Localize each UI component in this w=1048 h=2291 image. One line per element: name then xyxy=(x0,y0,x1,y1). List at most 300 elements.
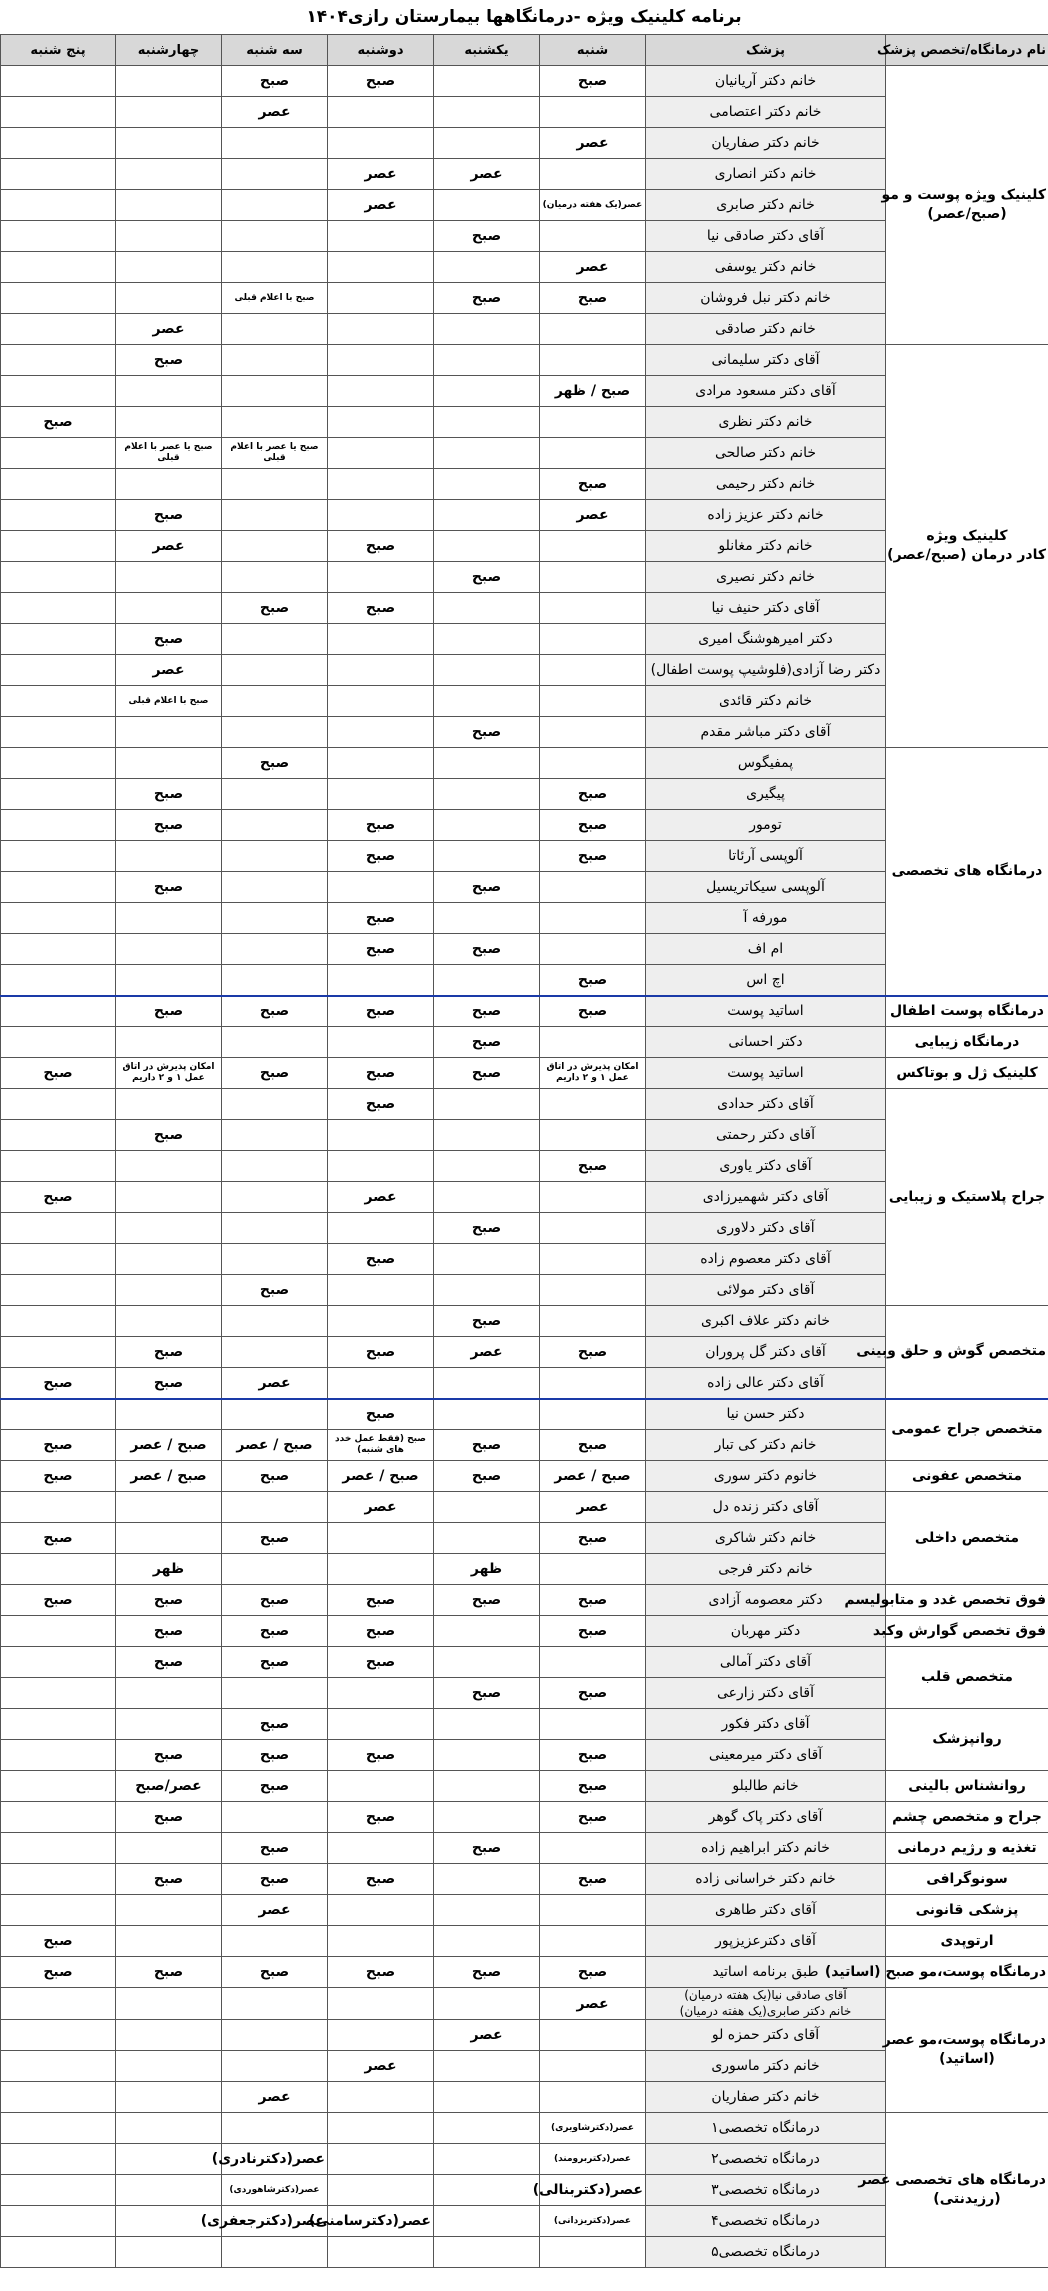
table-row xyxy=(1,748,1048,779)
doctor-name: خانم دکتر عزیز زاده xyxy=(646,500,886,531)
schedule-cell-monday xyxy=(328,1368,434,1399)
schedule-cell-thursday xyxy=(1,1244,116,1275)
doctor-name: درمانگاه تخصصی۵ xyxy=(646,2237,886,2268)
clinic-name: متخصص جراح عمومی xyxy=(886,1399,1048,1461)
table-row xyxy=(1,1461,1048,1492)
schedule-cell-tuesday: صبح xyxy=(222,593,328,624)
schedule-cell-wednesday: صبح xyxy=(116,1368,222,1399)
schedule-cell-sunday xyxy=(434,1802,540,1833)
schedule-cell-wednesday xyxy=(116,221,222,252)
schedule-cell-monday xyxy=(328,748,434,779)
schedule-cell-tuesday xyxy=(222,779,328,810)
clinic-name: متخصص گوش و حلق وبینی xyxy=(886,1306,1048,1399)
doctor-name: خانم دکتر فرجی xyxy=(646,1554,886,1585)
schedule-cell-thursday xyxy=(1,159,116,190)
schedule-cell-tuesday: عصر(دکترجعفری) xyxy=(222,2206,328,2237)
schedule-cell-monday xyxy=(328,1120,434,1151)
schedule-cell-monday xyxy=(328,469,434,500)
schedule-cell-sunday: صبح xyxy=(434,1027,540,1058)
schedule-cell-saturday xyxy=(540,345,646,376)
schedule-cell-sunday xyxy=(434,66,540,97)
schedule-cell-tuesday xyxy=(222,1244,328,1275)
schedule-cell-wednesday xyxy=(116,2020,222,2051)
schedule-cell-monday xyxy=(328,345,434,376)
schedule-cell-sunday xyxy=(434,438,540,469)
schedule-cell-monday xyxy=(328,1213,434,1244)
schedule-cell-tuesday: صبح xyxy=(222,748,328,779)
schedule-cell-thursday: صبح xyxy=(1,1957,116,1988)
schedule-cell-thursday xyxy=(1,841,116,872)
schedule-cell-sunday xyxy=(434,2113,540,2144)
doctor-name: آقای دکتر زارعی xyxy=(646,1678,886,1709)
doctor-name: خانم دکتر قائدی xyxy=(646,686,886,717)
schedule-cell-tuesday xyxy=(222,841,328,872)
doctor-name: آقای دکتر عالی زاده xyxy=(646,1368,886,1399)
schedule-cell-thursday xyxy=(1,593,116,624)
schedule-cell-wednesday xyxy=(116,1399,222,1430)
table-row xyxy=(1,1616,1048,1647)
schedule-cell-tuesday xyxy=(222,717,328,748)
schedule-cell-saturday: صبح xyxy=(540,1151,646,1182)
clinic-name: پزشکی قانونی xyxy=(886,1895,1048,1926)
schedule-cell-sunday xyxy=(434,1771,540,1802)
clinic-name: فوق تخصص گوارش وکبد xyxy=(886,1616,1048,1647)
schedule-cell-thursday xyxy=(1,469,116,500)
schedule-cell-saturday xyxy=(540,1399,646,1430)
schedule-cell-tuesday xyxy=(222,469,328,500)
doctor-name: خانم دکتر خراسانی زاده xyxy=(646,1864,886,1895)
schedule-cell-wednesday: صبح xyxy=(116,345,222,376)
schedule-cell-thursday xyxy=(1,686,116,717)
doctor-name: خانم دکتر شاکری xyxy=(646,1523,886,1554)
schedule-cell-saturday: صبح xyxy=(540,1771,646,1802)
doctor-name: خانم دکتر نظری xyxy=(646,407,886,438)
schedule-cell-sunday xyxy=(434,1895,540,1926)
schedule-cell-monday: صبح xyxy=(328,593,434,624)
doctor-name: آقای دکتر صادقی نیا xyxy=(646,221,886,252)
schedule-cell-tuesday xyxy=(222,190,328,221)
doctor-name: خانم دکتر رحیمی xyxy=(646,469,886,500)
schedule-cell-thursday xyxy=(1,500,116,531)
doctor-name: آقای دکتر معصوم زاده xyxy=(646,1244,886,1275)
doctor-name: آقای دکتر حدادی xyxy=(646,1089,886,1120)
schedule-cell-wednesday: صبح xyxy=(116,1647,222,1678)
schedule-cell-wednesday xyxy=(116,283,222,314)
schedule-cell-sunday xyxy=(434,1151,540,1182)
schedule-cell-thursday xyxy=(1,252,116,283)
schedule-cell-sunday xyxy=(434,1988,540,2020)
schedule-cell-wednesday xyxy=(116,593,222,624)
schedule-cell-sunday: عصر xyxy=(434,2020,540,2051)
schedule-cell-monday: صبح xyxy=(328,1647,434,1678)
schedule-cell-monday xyxy=(328,562,434,593)
schedule-cell-sunday xyxy=(434,686,540,717)
schedule-cell-wednesday: صبح / عصر xyxy=(116,1430,222,1461)
schedule-cell-monday xyxy=(328,1151,434,1182)
doctor-name: آقای دکتر گل پروران xyxy=(646,1337,886,1368)
doctor-name: خانم دکتر صفاریان xyxy=(646,2082,886,2113)
schedule-cell-monday: صبح (فقط عمل خدد های شنبه) xyxy=(328,1430,434,1461)
schedule-cell-saturday: صبح xyxy=(540,1523,646,1554)
table-row xyxy=(1,1895,1048,1926)
schedule-cell-monday xyxy=(328,2175,434,2206)
schedule-cell-sunday: عصر xyxy=(434,1337,540,1368)
schedule-cell-tuesday xyxy=(222,1306,328,1337)
schedule-cell-sunday xyxy=(434,903,540,934)
schedule-cell-wednesday: صبح / عصر xyxy=(116,1461,222,1492)
schedule-cell-saturday: صبح xyxy=(540,1802,646,1833)
schedule-cell-saturday: عصر xyxy=(540,1988,646,2020)
schedule-cell-saturday: صبح xyxy=(540,469,646,500)
schedule-cell-thursday xyxy=(1,221,116,252)
doctor-name: دکتر حسن نیا xyxy=(646,1399,886,1430)
schedule-cell-thursday xyxy=(1,1275,116,1306)
schedule-cell-saturday xyxy=(540,1554,646,1585)
schedule-cell-saturday: صبح xyxy=(540,1430,646,1461)
schedule-cell-tuesday xyxy=(222,252,328,283)
schedule-cell-wednesday xyxy=(116,1182,222,1213)
schedule-cell-sunday: صبح xyxy=(434,283,540,314)
schedule-cell-tuesday xyxy=(222,934,328,965)
doctor-name: درمانگاه تخصصی۱ xyxy=(646,2113,886,2144)
table-row xyxy=(1,1306,1048,1337)
schedule-cell-tuesday: عصر(دکترشاهوردی) xyxy=(222,2175,328,2206)
clinic-name: تغذیه و رژیم درمانی xyxy=(886,1833,1048,1864)
doctor-name: ام اف xyxy=(646,934,886,965)
schedule-cell-saturday: صبح xyxy=(540,1740,646,1771)
doctor-name: آقای دکتر سلیمانی xyxy=(646,345,886,376)
schedule-cell-thursday xyxy=(1,779,116,810)
schedule-cell-wednesday: صبح یا عصر با اعلام قبلی xyxy=(116,438,222,469)
schedule-cell-saturday: صبح xyxy=(540,66,646,97)
header-sunday: یکشنبه xyxy=(434,35,540,66)
schedule-cell-wednesday: صبح xyxy=(116,779,222,810)
schedule-cell-tuesday xyxy=(222,1151,328,1182)
clinic-name: متخصص قلب xyxy=(886,1647,1048,1709)
schedule-cell-sunday xyxy=(434,655,540,686)
schedule-cell-wednesday: صبح xyxy=(116,872,222,903)
schedule-cell-wednesday xyxy=(116,1275,222,1306)
table-row xyxy=(1,1864,1048,1895)
schedule-cell-thursday xyxy=(1,996,116,1027)
schedule-cell-monday xyxy=(328,2082,434,2113)
schedule-cell-wednesday: ظهر xyxy=(116,1554,222,1585)
schedule-cell-saturday: صبح xyxy=(540,1585,646,1616)
schedule-cell-saturday xyxy=(540,686,646,717)
table-row xyxy=(1,1988,1048,2020)
schedule-cell-saturday xyxy=(540,407,646,438)
table-row xyxy=(1,1058,1048,1089)
schedule-cell-wednesday xyxy=(116,128,222,159)
schedule-cell-saturday xyxy=(540,159,646,190)
schedule-cell-sunday: صبح xyxy=(434,1430,540,1461)
schedule-cell-sunday xyxy=(434,841,540,872)
doctor-name: دکتر مهربان xyxy=(646,1616,886,1647)
schedule-cell-monday: صبح xyxy=(328,841,434,872)
schedule-cell-sunday xyxy=(434,1523,540,1554)
schedule-cell-saturday xyxy=(540,1120,646,1151)
schedule-cell-monday xyxy=(328,500,434,531)
schedule-cell-saturday: صبح xyxy=(540,1678,646,1709)
schedule-cell-monday xyxy=(328,407,434,438)
doctor-name: آقای دکتر طاهری xyxy=(646,1895,886,1926)
schedule-cell-tuesday xyxy=(222,1027,328,1058)
schedule-cell-wednesday xyxy=(116,1244,222,1275)
schedule-cell-tuesday: صبح xyxy=(222,1833,328,1864)
schedule-cell-wednesday: صبح xyxy=(116,1864,222,1895)
schedule-cell-sunday xyxy=(434,2175,540,2206)
schedule-cell-thursday xyxy=(1,1151,116,1182)
schedule-cell-thursday xyxy=(1,748,116,779)
clinic-name: درمانگاه های تخصصی عصر (رزیدنتی) xyxy=(886,2113,1048,2268)
schedule-cell-tuesday: صبح xyxy=(222,1616,328,1647)
schedule-cell-wednesday: صبح xyxy=(116,500,222,531)
schedule-cell-saturday xyxy=(540,2051,646,2082)
table-row xyxy=(1,1926,1048,1957)
schedule-cell-thursday xyxy=(1,965,116,996)
header-row xyxy=(1,35,1048,66)
schedule-cell-monday: عصر xyxy=(328,1492,434,1523)
doctor-name: آقای صادقی نیا(یک هفته درمیان) خانم دکتر صابری(یک هفته درمیان) xyxy=(646,1988,886,2020)
schedule-cell-saturday: صبح xyxy=(540,810,646,841)
schedule-cell-thursday xyxy=(1,1399,116,1430)
schedule-cell-sunday: صبح xyxy=(434,1957,540,1988)
table-row xyxy=(1,1647,1048,1678)
schedule-cell-thursday: صبح xyxy=(1,1926,116,1957)
doctor-name: خانم دکتر یوسفی xyxy=(646,252,886,283)
clinic-name: فوق تخصص غدد و متابولیسم xyxy=(886,1585,1048,1616)
table-row xyxy=(1,1709,1048,1740)
schedule-cell-tuesday xyxy=(222,965,328,996)
schedule-cell-monday xyxy=(328,1895,434,1926)
schedule-cell-sunday: صبح xyxy=(434,872,540,903)
schedule-cell-wednesday xyxy=(116,1678,222,1709)
schedule-cell-tuesday xyxy=(222,562,328,593)
schedule-cell-tuesday xyxy=(222,500,328,531)
doctor-name: خانم دکتر کی تبار xyxy=(646,1430,886,1461)
clinic-name: جراح پلاستیک و زیبایی xyxy=(886,1089,1048,1306)
schedule-cell-monday: صبح xyxy=(328,996,434,1027)
schedule-cell-monday xyxy=(328,1554,434,1585)
schedule-cell-monday: صبح xyxy=(328,66,434,97)
schedule-cell-wednesday: صبح xyxy=(116,1802,222,1833)
schedule-cell-saturday xyxy=(540,593,646,624)
schedule-cell-thursday xyxy=(1,872,116,903)
schedule-cell-monday xyxy=(328,1833,434,1864)
schedule-cell-sunday xyxy=(434,407,540,438)
schedule-cell-wednesday xyxy=(116,97,222,128)
schedule-cell-saturday xyxy=(540,2082,646,2113)
schedule-cell-monday xyxy=(328,314,434,345)
schedule-cell-monday: صبح xyxy=(328,531,434,562)
schedule-cell-monday xyxy=(328,376,434,407)
schedule-cell-monday: صبح xyxy=(328,810,434,841)
doctor-name: خانم دکتر صالحی xyxy=(646,438,886,469)
schedule-cell-tuesday xyxy=(222,655,328,686)
schedule-cell-wednesday xyxy=(116,1895,222,1926)
schedule-cell-wednesday: صبح xyxy=(116,1120,222,1151)
schedule-cell-wednesday xyxy=(116,1833,222,1864)
clinic-name: درمانگاه های تخصصی xyxy=(886,748,1048,996)
schedule-cell-thursday xyxy=(1,2051,116,2082)
clinic-name: درمانگاه زیبایی xyxy=(886,1027,1048,1058)
schedule-cell-monday xyxy=(328,624,434,655)
schedule-cell-thursday xyxy=(1,1771,116,1802)
schedule-cell-thursday: صبح xyxy=(1,1523,116,1554)
schedule-cell-wednesday xyxy=(116,1213,222,1244)
schedule-cell-monday: عصر xyxy=(328,1182,434,1213)
schedule-cell-thursday xyxy=(1,1213,116,1244)
schedule-cell-wednesday xyxy=(116,1926,222,1957)
schedule-cell-saturday: عصر xyxy=(540,252,646,283)
schedule-cell-tuesday xyxy=(222,872,328,903)
header-tuesday: سه شنبه xyxy=(222,35,328,66)
schedule-cell-sunday: صبح xyxy=(434,934,540,965)
schedule-cell-monday: صبح / عصر xyxy=(328,1461,434,1492)
schedule-cell-thursday: صبح xyxy=(1,1430,116,1461)
header-saturday: شنبه xyxy=(540,35,646,66)
schedule-cell-monday xyxy=(328,438,434,469)
doctor-name: دکتر معصومه آزادی xyxy=(646,1585,886,1616)
schedule-cell-saturday xyxy=(540,1182,646,1213)
schedule-cell-saturday xyxy=(540,1275,646,1306)
schedule-cell-sunday xyxy=(434,965,540,996)
schedule-cell-thursday xyxy=(1,283,116,314)
schedule-cell-thursday: صبح xyxy=(1,407,116,438)
schedule-cell-tuesday xyxy=(222,1926,328,1957)
schedule-cell-wednesday xyxy=(116,1151,222,1182)
schedule-cell-sunday xyxy=(434,779,540,810)
schedule-cell-tuesday xyxy=(222,1802,328,1833)
schedule-cell-tuesday xyxy=(222,1399,328,1430)
schedule-cell-thursday xyxy=(1,1492,116,1523)
schedule-cell-thursday xyxy=(1,1833,116,1864)
schedule-cell-sunday xyxy=(434,500,540,531)
schedule-cell-saturday: صبح xyxy=(540,996,646,1027)
schedule-cell-thursday xyxy=(1,314,116,345)
schedule-cell-thursday xyxy=(1,2020,116,2051)
table-row xyxy=(1,1957,1048,1988)
schedule-cell-saturday: عصر(دکترشاویری) xyxy=(540,2113,646,2144)
doctor-name: آقای دکتر یاوری xyxy=(646,1151,886,1182)
schedule-cell-sunday xyxy=(434,2237,540,2268)
schedule-cell-sunday xyxy=(434,1244,540,1275)
schedule-cell-wednesday xyxy=(116,1988,222,2020)
schedule-cell-sunday: صبح xyxy=(434,1461,540,1492)
schedule-cell-tuesday xyxy=(222,2113,328,2144)
schedule-cell-wednesday xyxy=(116,903,222,934)
schedule-cell-thursday xyxy=(1,438,116,469)
schedule-cell-thursday xyxy=(1,2237,116,2268)
doctor-name: آقای دکتر دلاوری xyxy=(646,1213,886,1244)
schedule-cell-wednesday xyxy=(116,841,222,872)
schedule-cell-thursday xyxy=(1,1678,116,1709)
schedule-cell-thursday xyxy=(1,128,116,159)
schedule-cell-wednesday xyxy=(116,748,222,779)
schedule-cell-sunday xyxy=(434,97,540,128)
schedule-cell-saturday xyxy=(540,872,646,903)
schedule-cell-wednesday xyxy=(116,190,222,221)
schedule-cell-sunday xyxy=(434,1492,540,1523)
schedule-cell-sunday xyxy=(434,1647,540,1678)
schedule-cell-sunday xyxy=(434,190,540,221)
doctor-name: خانم دکتر صفاریان xyxy=(646,128,886,159)
table-row xyxy=(1,1802,1048,1833)
clinic-name: ارتوپدی xyxy=(886,1926,1048,1957)
schedule-cell-saturday xyxy=(540,748,646,779)
doctor-name: دکتر رضا آزادی(فلوشیپ پوست اطفال) xyxy=(646,655,886,686)
schedule-cell-monday xyxy=(328,686,434,717)
schedule-cell-sunday xyxy=(434,2144,540,2175)
table-row xyxy=(1,1492,1048,1523)
schedule-cell-thursday: صبح xyxy=(1,1182,116,1213)
clinic-name: کلینیک ویژه پوست و مو (صبح/عصر) xyxy=(886,66,1048,345)
clinic-name: درمانگاه پوست،مو صبح (اساتید) xyxy=(886,1957,1048,1988)
schedule-cell-wednesday xyxy=(116,1089,222,1120)
schedule-cell-monday xyxy=(328,872,434,903)
schedule-cell-tuesday xyxy=(222,2020,328,2051)
schedule-cell-monday: صبح xyxy=(328,1244,434,1275)
schedule-cell-thursday xyxy=(1,624,116,655)
schedule-cell-tuesday: صبح xyxy=(222,996,328,1027)
schedule-cell-sunday xyxy=(434,345,540,376)
schedule-cell-thursday xyxy=(1,190,116,221)
doctor-name: پیگیری xyxy=(646,779,886,810)
schedule-cell-tuesday xyxy=(222,1337,328,1368)
schedule-cell-saturday xyxy=(540,562,646,593)
doctor-name: درمانگاه تخصصی۳ xyxy=(646,2175,886,2206)
schedule-cell-thursday xyxy=(1,1616,116,1647)
schedule-cell-saturday xyxy=(540,221,646,252)
schedule-cell-sunday xyxy=(434,1182,540,1213)
schedule-cell-saturday xyxy=(540,1306,646,1337)
schedule-cell-monday xyxy=(328,2237,434,2268)
doctor-name: آقای دکتر مولائی xyxy=(646,1275,886,1306)
header-monday: دوشنبه xyxy=(328,35,434,66)
schedule-cell-thursday xyxy=(1,2113,116,2144)
schedule-cell-sunday xyxy=(434,624,540,655)
schedule-cell-sunday xyxy=(434,810,540,841)
doctor-name: طبق برنامه اساتید xyxy=(646,1957,886,1988)
schedule-cell-saturday: صبح / ظهر xyxy=(540,376,646,407)
schedule-cell-wednesday: عصر xyxy=(116,531,222,562)
schedule-cell-monday: صبح xyxy=(328,934,434,965)
schedule-cell-monday: صبح xyxy=(328,903,434,934)
schedule-cell-tuesday xyxy=(222,1182,328,1213)
schedule-cell-monday xyxy=(328,2144,434,2175)
schedule-cell-sunday xyxy=(434,376,540,407)
schedule-cell-monday xyxy=(328,128,434,159)
schedule-cell-saturday xyxy=(540,2237,646,2268)
schedule-cell-thursday xyxy=(1,2082,116,2113)
schedule-cell-sunday xyxy=(434,1399,540,1430)
doctor-name: خانم دکتر ماسوری xyxy=(646,2051,886,2082)
schedule-cell-wednesday: عصر/صبح xyxy=(116,1771,222,1802)
schedule-cell-wednesday xyxy=(116,1027,222,1058)
schedule-cell-sunday: صبح xyxy=(434,1678,540,1709)
schedule-cell-saturday xyxy=(540,655,646,686)
schedule-cell-tuesday: صبح xyxy=(222,1523,328,1554)
schedule-cell-tuesday: عصر xyxy=(222,1368,328,1399)
doctor-name: آقای دکترعزیزپور xyxy=(646,1926,886,1957)
schedule-cell-wednesday xyxy=(116,252,222,283)
schedule-cell-sunday xyxy=(434,1616,540,1647)
schedule-cell-thursday xyxy=(1,717,116,748)
schedule-cell-thursday: صبح xyxy=(1,1368,116,1399)
schedule-cell-sunday: صبح xyxy=(434,221,540,252)
schedule-cell-saturday: عصر(دکتریزدانی) xyxy=(540,2206,646,2237)
schedule-cell-sunday xyxy=(434,2082,540,2113)
